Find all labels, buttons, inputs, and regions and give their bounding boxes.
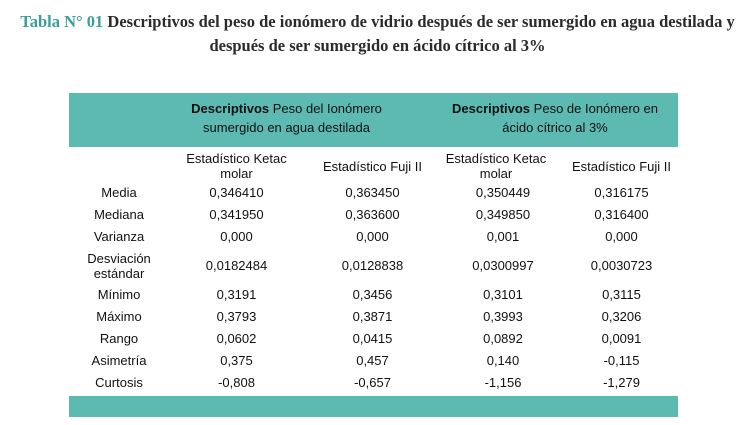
value-fuji-citric: 0,316400 [594,207,649,222]
value-fuji-water: 0,363450 [345,185,400,200]
row-label: Varianza [93,229,145,244]
value-fuji-water: 0,3871 [352,309,393,324]
table-row [69,204,678,226]
row-label: Desviación estándar [87,251,151,281]
value-fuji-water: 0,457 [356,353,389,368]
value-ketac-citric: 0,349850 [475,207,531,222]
value-ketac-water: 0,346410 [209,185,264,200]
value-fuji-citric: 0,0030723 [590,258,653,273]
value-fuji-water: 0,3456 [352,287,393,302]
value-ketac-citric: -1,156 [484,375,522,390]
row-label: Mínimo [97,287,141,302]
value-fuji-citric: 0,000 [605,229,638,244]
table-number: Tabla N° 01 [20,12,104,31]
subheader-fuji-water: Estadístico Fuji II [323,158,422,174]
table-row [69,226,678,248]
value-fuji-citric: -0,115 [603,353,640,368]
row-label: Media [101,185,137,200]
value-ketac-citric: 0,140 [486,353,520,368]
value-fuji-citric: 0,3115 [602,287,641,302]
header-group-water-text: Peso del Ionómero sumergido en agua destilada [203,101,382,135]
value-fuji-water: 0,0415 [352,331,393,346]
table-row [69,306,678,328]
header-group-citric-bold: Descriptivos [452,101,531,116]
value-ketac-citric: 0,0892 [483,331,523,346]
table-row [69,284,678,306]
value-ketac-water: 0,0182484 [205,258,268,273]
row-label: Asimetría [91,353,147,368]
header-group-citric [435,99,675,141]
table-row [69,182,678,204]
value-ketac-water: 0,375 [220,353,253,368]
table-row [69,328,678,350]
value-ketac-water: 0,000 [220,229,253,244]
table-row [69,248,678,284]
value-ketac-citric: 0,001 [486,229,520,244]
value-ketac-water: 0,3191 [216,287,257,302]
value-ketac-water: 0,3793 [216,309,257,324]
value-ketac-citric: 0,350449 [475,185,531,200]
subheader-fuji-citric: Estadístico Fuji II [572,158,671,174]
table-row [69,350,678,372]
header-group-citric-text: Peso de Ionómero en ácido cítrico al 3% [502,101,658,135]
value-fuji-water: 0,363600 [345,207,400,222]
value-ketac-water: -0,808 [218,375,255,390]
table-caption-text: Descriptivos del peso de ionómero de vidrio después de ser sumergido en agua destilada y después de ser sumergido en ácido cítrico al 3% [107,12,735,55]
value-ketac-citric: 0,3993 [483,309,523,324]
value-fuji-water: 0,0128838 [341,258,404,273]
table-row [69,372,678,394]
row-label: Mediana [94,207,144,222]
value-ketac-citric: 0,3101 [483,287,523,302]
header-group-water-bold: Descriptivos [191,101,270,116]
row-label: Máximo [96,309,142,324]
value-fuji-citric: 0,0091 [601,331,642,346]
value-ketac-citric: 0,0300997 [472,258,534,273]
value-fuji-citric: 0,316175 [594,185,649,200]
value-ketac-water: 0,341950 [209,207,264,222]
value-fuji-citric: 0,3206 [601,309,642,324]
row-label: Curtosis [95,375,143,390]
subheader-ketac-water: Estadístico Ketac molar [186,151,287,181]
value-ketac-water: 0,0602 [216,331,257,346]
value-fuji-citric: -1,279 [603,375,640,390]
table-caption [10,10,745,58]
value-fuji-water: -0,657 [354,375,391,390]
value-fuji-water: 0,000 [356,229,389,244]
subheader-ketac-citric: Estadístico Ketac molar [445,151,547,181]
header-group-water [169,99,404,141]
row-label: Rango [99,331,139,346]
table-footer-band [69,396,678,417]
